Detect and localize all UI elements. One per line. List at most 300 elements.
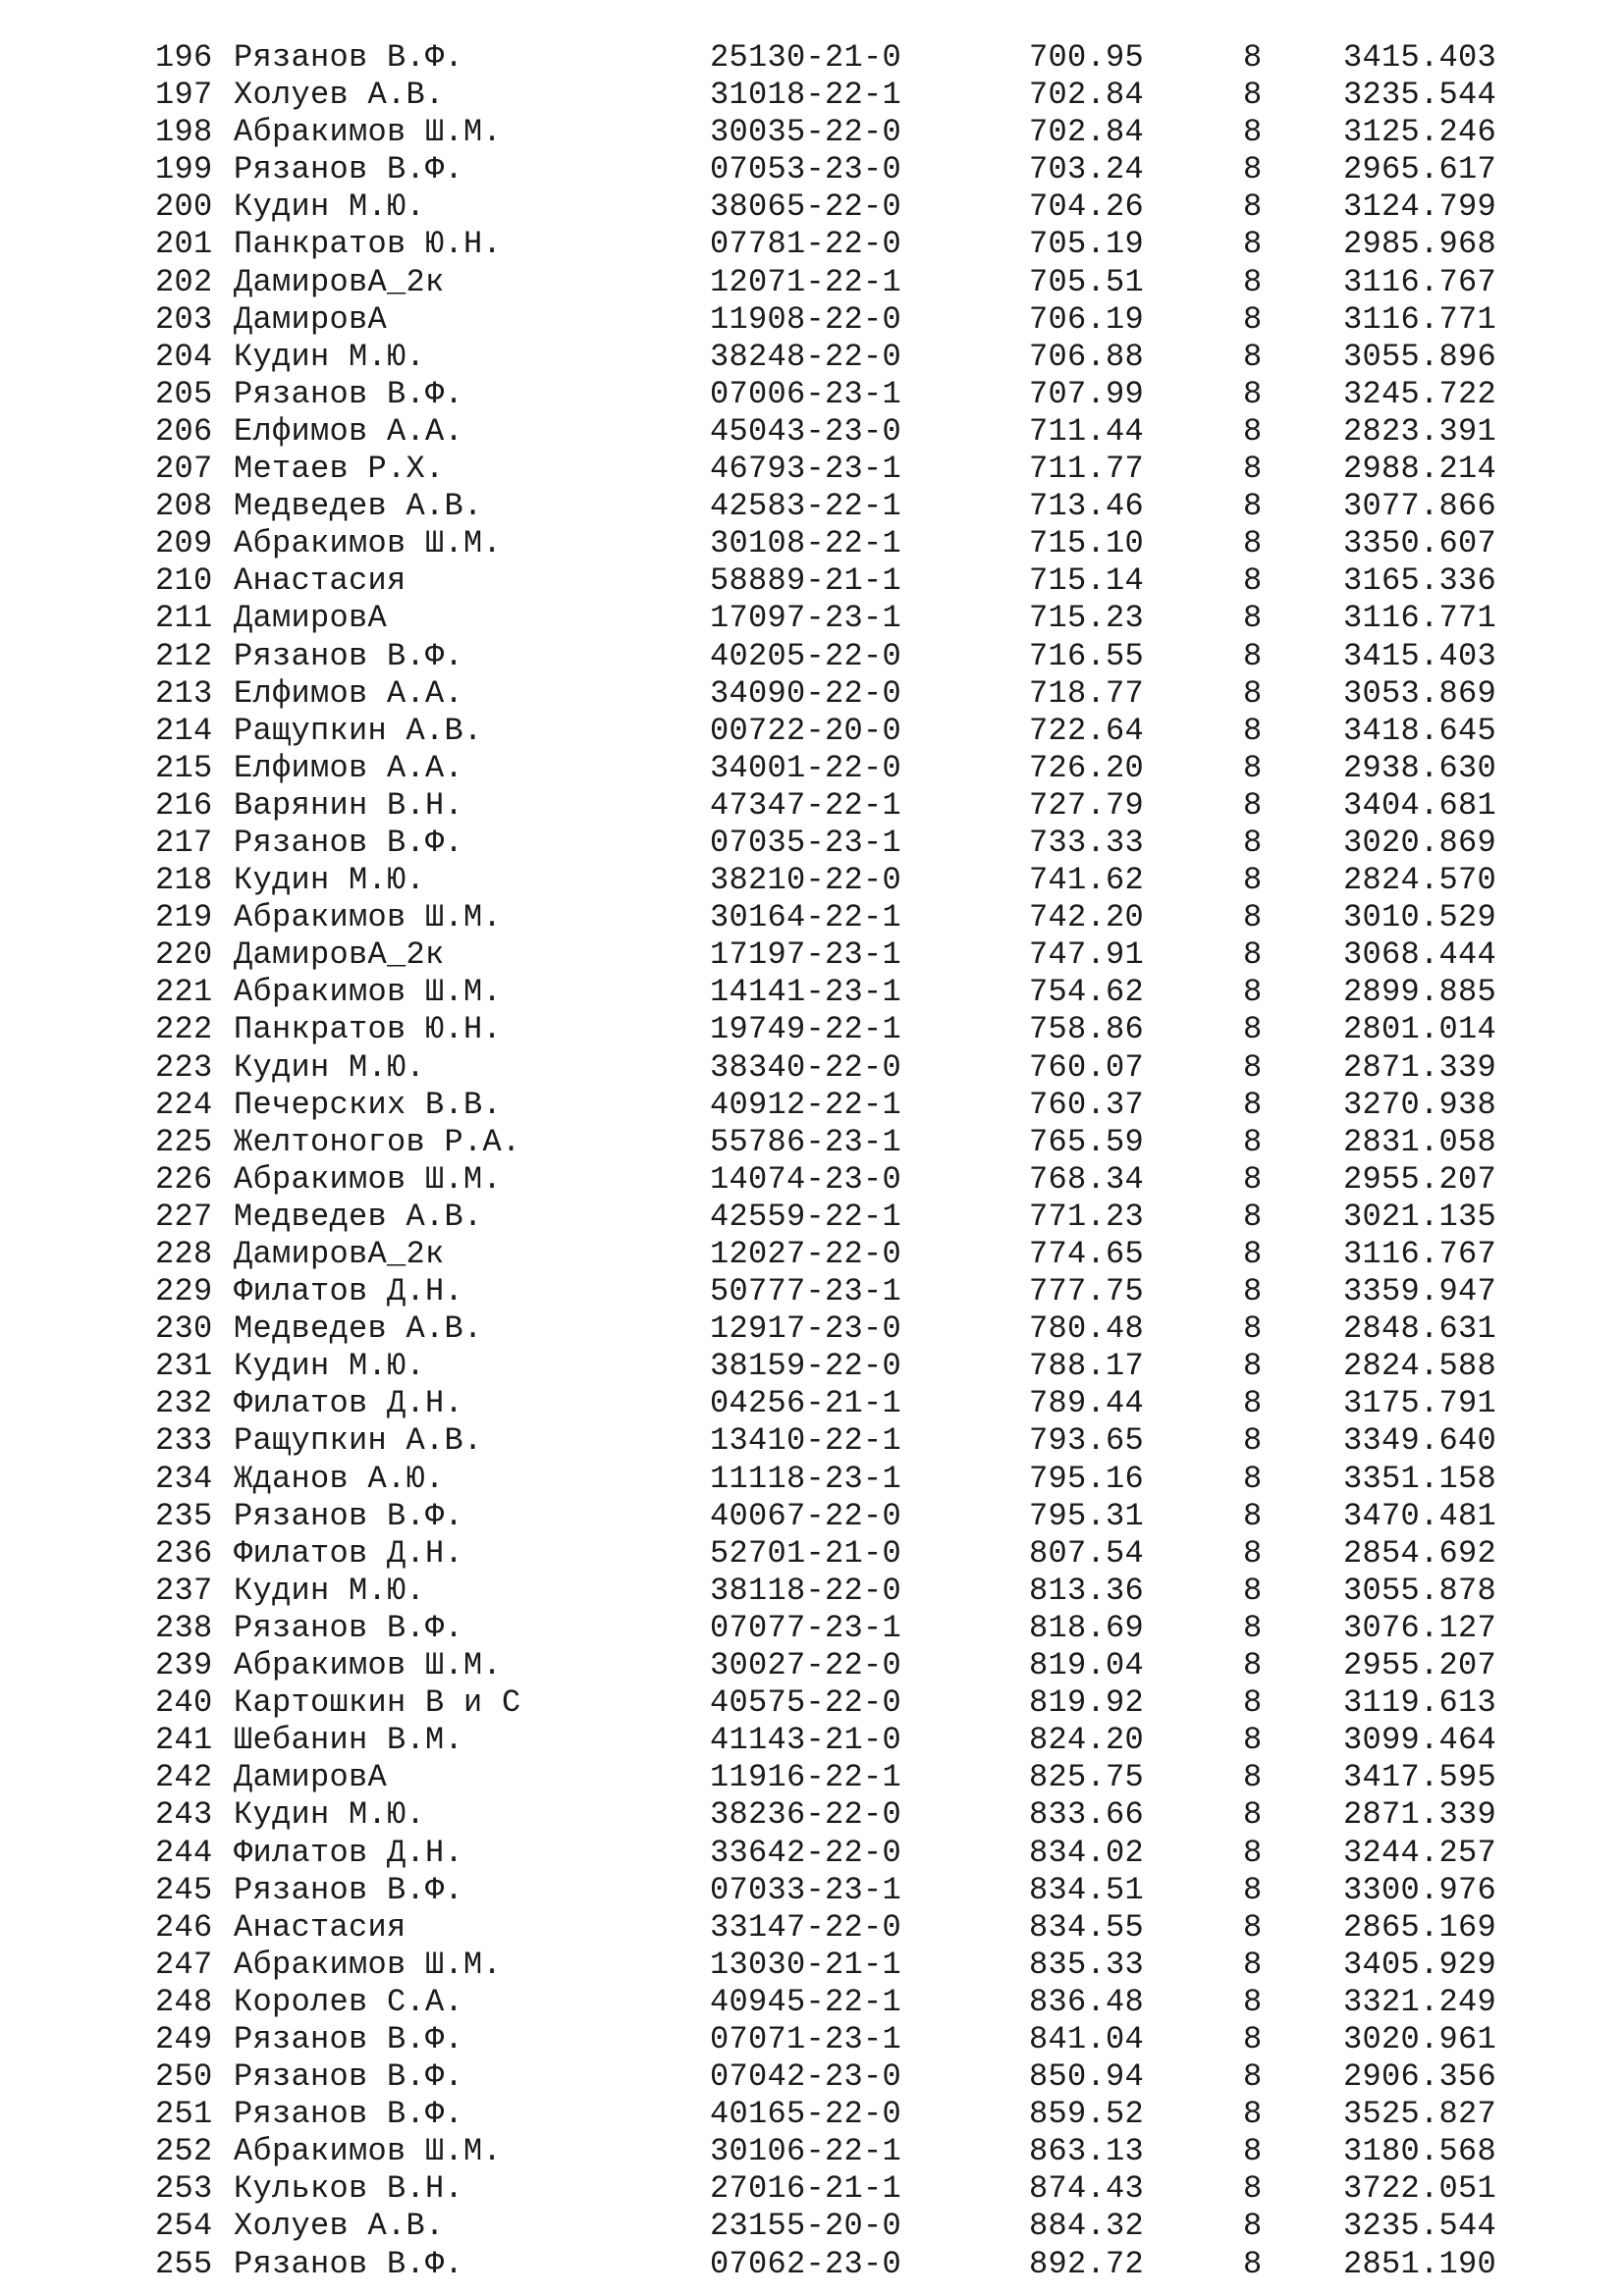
row-code: 38236-22-0 — [710, 1796, 902, 1834]
row-class: 8 — [1243, 562, 1263, 600]
table-row — [155, 1759, 1510, 1796]
row-value: 722.64 — [1029, 712, 1145, 749]
row-class: 8 — [1243, 1871, 1263, 1908]
table-row — [155, 1947, 1510, 1984]
row-name: Филатов Д.Н. — [234, 1534, 464, 1572]
table-row — [155, 151, 1510, 188]
row-class: 8 — [1243, 300, 1263, 338]
row-value: 834.55 — [1029, 1908, 1145, 1946]
row-value: 702.84 — [1029, 77, 1145, 114]
row-name: Медведев А.В. — [234, 1198, 483, 1235]
row-code: 38340-22-0 — [710, 1048, 902, 1086]
row-code: 00722-20-0 — [710, 712, 902, 749]
row-amount: 3068.444 — [1343, 936, 1497, 974]
row-name: Рязанов В.Ф. — [234, 375, 464, 412]
table-row — [155, 562, 1510, 600]
row-value: 741.62 — [1029, 862, 1145, 899]
row-class: 8 — [1243, 1011, 1263, 1048]
row-number: 217 — [155, 824, 213, 861]
row-class: 8 — [1243, 1497, 1263, 1534]
row-name: Абракимов Ш.М. — [234, 1647, 503, 1684]
row-class: 8 — [1243, 2208, 1263, 2245]
row-class: 8 — [1243, 338, 1263, 375]
row-name: Филатов Д.Н. — [234, 1273, 464, 1310]
row-class: 8 — [1243, 1048, 1263, 1086]
row-name: Анастасия — [234, 1908, 406, 1946]
row-code: 33642-22-0 — [710, 1834, 902, 1871]
row-number: 236 — [155, 1534, 213, 1572]
row-name: Рязанов В.Ф. — [234, 1497, 464, 1534]
row-amount: 3055.896 — [1343, 338, 1497, 375]
row-value: 705.19 — [1029, 226, 1145, 263]
row-code: 45043-23-0 — [710, 412, 902, 450]
row-class: 8 — [1243, 1647, 1263, 1684]
row-value: 733.33 — [1029, 824, 1145, 861]
row-amount: 3244.257 — [1343, 1834, 1497, 1871]
row-code: 52701-21-0 — [710, 1534, 902, 1572]
row-amount: 3235.544 — [1343, 77, 1497, 114]
table-row — [155, 376, 1510, 413]
row-class: 8 — [1243, 226, 1263, 263]
row-class: 8 — [1243, 1123, 1263, 1160]
row-number: 211 — [155, 600, 213, 637]
row-code: 47347-22-1 — [710, 786, 902, 824]
table-row — [155, 39, 1510, 77]
row-number: 219 — [155, 899, 213, 936]
row-name: Шебанин В.М. — [234, 1722, 464, 1759]
row-class: 8 — [1243, 936, 1263, 974]
row-name: Филатов Д.Н. — [234, 1385, 464, 1422]
row-class: 8 — [1243, 488, 1263, 525]
row-code: 38248-22-0 — [710, 338, 902, 375]
row-code: 17197-23-1 — [710, 936, 902, 974]
row-number: 207 — [155, 451, 213, 488]
table-row — [155, 1422, 1510, 1460]
table-row — [155, 750, 1510, 787]
row-class: 8 — [1243, 1460, 1263, 1497]
row-value: 758.86 — [1029, 1011, 1145, 1048]
row-name: Ращупкин А.В. — [234, 712, 483, 749]
table-row — [155, 899, 1510, 936]
row-name: Печерских В.В. — [234, 1086, 503, 1123]
row-number: 231 — [155, 1348, 213, 1385]
table-row — [155, 2021, 1510, 2058]
row-class: 8 — [1243, 1385, 1263, 1422]
row-number: 253 — [155, 2170, 213, 2208]
row-value: 771.23 — [1029, 1198, 1145, 1235]
row-amount: 2985.968 — [1343, 226, 1497, 263]
row-amount: 2854.692 — [1343, 1534, 1497, 1572]
table-row — [155, 936, 1510, 974]
row-amount: 3099.464 — [1343, 1722, 1497, 1759]
row-class: 8 — [1243, 525, 1263, 562]
row-name: Кудин М.Ю. — [234, 338, 426, 375]
row-number: 198 — [155, 114, 213, 151]
row-code: 07035-23-1 — [710, 824, 902, 861]
row-name: ДамировА — [234, 1759, 388, 1796]
row-name: Абракимов Ш.М. — [234, 974, 503, 1011]
table-row — [155, 1049, 1510, 1087]
row-code: 40575-22-0 — [710, 1684, 902, 1722]
row-class: 8 — [1243, 712, 1263, 749]
row-name: Абракимов Ш.М. — [234, 1160, 503, 1198]
row-number: 235 — [155, 1497, 213, 1534]
table-row — [155, 713, 1510, 750]
row-name: Панкратов Ю.Н. — [234, 1011, 503, 1048]
row-number: 214 — [155, 712, 213, 749]
row-value: 788.17 — [1029, 1348, 1145, 1385]
row-code: 07006-23-1 — [710, 375, 902, 412]
row-code: 04256-21-1 — [710, 1385, 902, 1422]
row-value: 747.91 — [1029, 936, 1145, 974]
row-amount: 3415.403 — [1343, 39, 1497, 76]
row-amount: 2865.169 — [1343, 1908, 1497, 1946]
row-amount: 3125.246 — [1343, 114, 1497, 151]
row-value: 768.34 — [1029, 1160, 1145, 1198]
row-name: Королев С.А. — [234, 1983, 464, 2020]
row-code: 30027-22-0 — [710, 1647, 902, 1684]
row-number: 238 — [155, 1609, 213, 1646]
row-code: 12027-22-0 — [710, 1236, 902, 1272]
row-name: ДамировА_2к — [234, 936, 445, 974]
row-class: 8 — [1243, 786, 1263, 824]
row-value: 715.23 — [1029, 600, 1145, 637]
row-code: 07033-23-1 — [710, 1871, 902, 1908]
row-amount: 3404.681 — [1343, 786, 1497, 824]
row-class: 8 — [1243, 1160, 1263, 1198]
row-number: 223 — [155, 1048, 213, 1086]
row-code: 42559-22-1 — [710, 1198, 902, 1235]
row-class: 8 — [1243, 1946, 1263, 1983]
row-code: 34090-22-0 — [710, 674, 902, 712]
row-name: Кудин М.Ю. — [234, 1048, 426, 1086]
row-number: 204 — [155, 338, 213, 375]
row-amount: 2965.617 — [1343, 151, 1497, 188]
table-row — [155, 675, 1510, 713]
table-row — [155, 451, 1510, 488]
row-value: 818.69 — [1029, 1609, 1145, 1646]
row-name: ДамировА_2к — [234, 263, 445, 300]
row-name: Рязанов В.Ф. — [234, 2058, 464, 2096]
table-row — [155, 2133, 1510, 2170]
row-number: 222 — [155, 1011, 213, 1048]
row-class: 8 — [1243, 1908, 1263, 1946]
row-class: 8 — [1243, 1310, 1263, 1348]
table-row — [155, 2170, 1510, 2208]
row-amount: 2871.339 — [1343, 1048, 1497, 1086]
row-value: 760.37 — [1029, 1086, 1145, 1123]
row-code: 11908-22-0 — [710, 300, 902, 338]
table-row — [155, 2096, 1510, 2133]
row-value: 706.19 — [1029, 300, 1145, 338]
row-name: Елфимов А.А. — [234, 674, 464, 712]
table-row — [155, 1722, 1510, 1759]
row-number: 197 — [155, 77, 213, 114]
row-number: 247 — [155, 1946, 213, 1983]
row-name: Медведев А.В. — [234, 1310, 483, 1348]
row-value: 715.10 — [1029, 525, 1145, 562]
row-class: 8 — [1243, 1236, 1263, 1272]
row-number: 220 — [155, 936, 213, 974]
row-amount: 3300.976 — [1343, 1871, 1497, 1908]
row-code: 41143-21-0 — [710, 1722, 902, 1759]
row-amount: 3124.799 — [1343, 188, 1497, 226]
table-row — [155, 1909, 1510, 1947]
row-class: 8 — [1243, 2170, 1263, 2208]
row-class: 8 — [1243, 1422, 1263, 1460]
row-value: 716.55 — [1029, 637, 1145, 674]
row-class: 8 — [1243, 637, 1263, 674]
row-amount: 3418.645 — [1343, 712, 1497, 749]
row-class: 8 — [1243, 114, 1263, 151]
row-amount: 2848.631 — [1343, 1310, 1497, 1348]
table-row — [155, 600, 1510, 637]
row-amount: 3351.158 — [1343, 1460, 1497, 1497]
row-name: Холуев А.В. — [234, 77, 445, 114]
row-value: 793.65 — [1029, 1422, 1145, 1460]
row-code: 27016-21-1 — [710, 2170, 902, 2208]
table-row — [155, 1872, 1510, 1909]
row-code: 40945-22-1 — [710, 1983, 902, 2020]
row-amount: 3055.878 — [1343, 1572, 1497, 1609]
table-row — [155, 1348, 1510, 1385]
row-value: 834.02 — [1029, 1834, 1145, 1871]
row-amount: 3076.127 — [1343, 1609, 1497, 1646]
row-number: 221 — [155, 974, 213, 1011]
row-code: 19749-22-1 — [710, 1011, 902, 1048]
row-value: 824.20 — [1029, 1722, 1145, 1759]
row-class: 8 — [1243, 1273, 1263, 1310]
row-amount: 3116.767 — [1343, 263, 1497, 300]
row-number: 255 — [155, 2245, 213, 2282]
row-class: 8 — [1243, 1796, 1263, 1834]
row-value: 703.24 — [1029, 151, 1145, 188]
row-number: 240 — [155, 1684, 213, 1722]
row-code: 07042-23-0 — [710, 2058, 902, 2096]
row-value: 850.94 — [1029, 2058, 1145, 2096]
row-code: 07071-23-1 — [710, 2020, 902, 2057]
row-name: Картошкин В и С — [234, 1684, 521, 1722]
table-row — [155, 1461, 1510, 1498]
row-code: 30108-22-1 — [710, 525, 902, 562]
row-amount: 3010.529 — [1343, 899, 1497, 936]
row-number: 209 — [155, 525, 213, 562]
row-amount: 3116.771 — [1343, 600, 1497, 637]
row-amount: 3116.771 — [1343, 300, 1497, 338]
table-row — [155, 264, 1510, 301]
row-code: 34001-22-0 — [710, 749, 902, 786]
row-code: 38159-22-0 — [710, 1348, 902, 1385]
row-value: 760.07 — [1029, 1048, 1145, 1086]
row-code: 33147-22-0 — [710, 1908, 902, 1946]
row-amount: 3119.613 — [1343, 1684, 1497, 1722]
row-amount: 2906.356 — [1343, 2058, 1497, 2096]
table-row — [155, 2246, 1510, 2283]
row-amount: 3245.722 — [1343, 375, 1497, 412]
row-code: 14074-23-0 — [710, 1160, 902, 1198]
row-name: Рязанов В.Ф. — [234, 2096, 464, 2133]
row-value: 726.20 — [1029, 749, 1145, 786]
row-class: 8 — [1243, 1572, 1263, 1609]
row-value: 702.84 — [1029, 114, 1145, 151]
row-name: Кудин М.Ю. — [234, 188, 426, 226]
row-class: 8 — [1243, 1609, 1263, 1646]
row-code: 58889-21-1 — [710, 562, 902, 600]
row-number: 230 — [155, 1310, 213, 1348]
row-value: 807.54 — [1029, 1534, 1145, 1572]
row-amount: 3180.568 — [1343, 2133, 1497, 2170]
row-value: 711.44 — [1029, 412, 1145, 450]
row-value: 705.51 — [1029, 263, 1145, 300]
row-value: 819.92 — [1029, 1684, 1145, 1722]
row-number: 229 — [155, 1273, 213, 1310]
row-number: 232 — [155, 1385, 213, 1422]
row-code: 12071-22-1 — [710, 263, 902, 300]
row-amount: 3349.640 — [1343, 1422, 1497, 1460]
row-code: 31018-22-1 — [710, 77, 902, 114]
row-code: 12917-23-0 — [710, 1310, 902, 1348]
row-code: 38118-22-0 — [710, 1572, 902, 1609]
row-name: Абракимов Ш.М. — [234, 899, 503, 936]
document-listing — [155, 39, 1510, 2283]
table-row — [155, 1647, 1510, 1684]
row-code: 55786-23-1 — [710, 1123, 902, 1160]
row-class: 8 — [1243, 1834, 1263, 1871]
table-row — [155, 1835, 1510, 1872]
row-name: Абракимов Ш.М. — [234, 525, 503, 562]
row-number: 202 — [155, 263, 213, 300]
row-number: 210 — [155, 562, 213, 600]
row-number: 199 — [155, 151, 213, 188]
row-number: 245 — [155, 1871, 213, 1908]
row-code: 17097-23-1 — [710, 600, 902, 637]
row-code: 13410-22-1 — [710, 1422, 902, 1460]
row-amount: 2823.391 — [1343, 412, 1497, 450]
row-number: 244 — [155, 1834, 213, 1871]
row-amount: 3021.135 — [1343, 1198, 1497, 1235]
row-number: 212 — [155, 637, 213, 674]
row-value: 700.95 — [1029, 39, 1145, 76]
table-row — [155, 1610, 1510, 1647]
row-amount: 2938.630 — [1343, 749, 1497, 786]
table-row — [155, 301, 1510, 339]
row-amount: 3053.869 — [1343, 674, 1497, 712]
row-amount: 2824.588 — [1343, 1348, 1497, 1385]
table-row — [155, 114, 1510, 151]
row-number: 218 — [155, 862, 213, 899]
row-class: 8 — [1243, 2058, 1263, 2096]
row-name: Рязанов В.Ф. — [234, 1871, 464, 1908]
row-code: 11916-22-1 — [710, 1759, 902, 1796]
row-name: Рязанов В.Ф. — [234, 637, 464, 674]
table-row — [155, 1684, 1510, 1722]
row-class: 8 — [1243, 1198, 1263, 1235]
row-value: 863.13 — [1029, 2133, 1145, 2170]
row-amount: 3175.791 — [1343, 1385, 1497, 1422]
row-name: Рязанов В.Ф. — [234, 2245, 464, 2282]
row-name: Метаев Р.Х. — [234, 451, 445, 488]
table-row — [155, 1161, 1510, 1199]
table-row — [155, 825, 1510, 862]
row-code: 30106-22-1 — [710, 2133, 902, 2170]
row-code: 07077-23-1 — [710, 1609, 902, 1646]
row-value: 836.48 — [1029, 1983, 1145, 2020]
row-number: 251 — [155, 2096, 213, 2133]
row-value: 892.72 — [1029, 2245, 1145, 2282]
row-name: Кудин М.Ю. — [234, 862, 426, 899]
table-row — [155, 1199, 1510, 1236]
row-value: 706.88 — [1029, 338, 1145, 375]
row-class: 8 — [1243, 375, 1263, 412]
row-class: 8 — [1243, 412, 1263, 450]
row-number: 254 — [155, 2208, 213, 2245]
row-number: 200 — [155, 188, 213, 226]
table-row — [155, 1385, 1510, 1422]
row-number: 248 — [155, 1983, 213, 2020]
table-row — [155, 1535, 1510, 1573]
row-amount: 3235.544 — [1343, 2208, 1497, 2245]
row-number: 228 — [155, 1236, 213, 1272]
row-value: 742.20 — [1029, 899, 1145, 936]
row-name: Рязанов В.Ф. — [234, 1609, 464, 1646]
row-amount: 2955.207 — [1343, 1647, 1497, 1684]
row-name: Абракимов Ш.М. — [234, 1946, 503, 1983]
row-class: 8 — [1243, 1684, 1263, 1722]
row-name: Анастасия — [234, 562, 406, 600]
row-class: 8 — [1243, 824, 1263, 861]
row-value: 834.51 — [1029, 1871, 1145, 1908]
row-name: Кудин М.Ю. — [234, 1348, 426, 1385]
table-row — [155, 638, 1510, 675]
row-number: 215 — [155, 749, 213, 786]
table-row — [155, 1087, 1510, 1124]
table-row — [155, 413, 1510, 451]
row-name: Абракимов Ш.М. — [234, 2133, 503, 2170]
row-value: 874.43 — [1029, 2170, 1145, 2208]
row-name: Рязанов В.Ф. — [234, 151, 464, 188]
row-amount: 3270.938 — [1343, 1086, 1497, 1123]
row-code: 40165-22-0 — [710, 2096, 902, 2133]
row-value: 841.04 — [1029, 2020, 1145, 2057]
table-row — [155, 1498, 1510, 1535]
row-amount: 3470.481 — [1343, 1497, 1497, 1534]
table-row — [155, 339, 1510, 376]
row-amount: 2801.014 — [1343, 1011, 1497, 1048]
row-value: 718.77 — [1029, 674, 1145, 712]
row-value: 819.04 — [1029, 1647, 1145, 1684]
table-row — [155, 1796, 1510, 1834]
row-amount: 3116.767 — [1343, 1236, 1497, 1272]
row-value: 754.62 — [1029, 974, 1145, 1011]
row-name: Жданов А.Ю. — [234, 1460, 445, 1497]
row-number: 203 — [155, 300, 213, 338]
row-name: Медведев А.В. — [234, 488, 483, 525]
row-code: 30164-22-1 — [710, 899, 902, 936]
row-number: 249 — [155, 2020, 213, 2057]
row-class: 8 — [1243, 899, 1263, 936]
row-code: 46793-23-1 — [710, 451, 902, 488]
row-class: 8 — [1243, 263, 1263, 300]
row-value: 780.48 — [1029, 1310, 1145, 1348]
row-number: 224 — [155, 1086, 213, 1123]
row-class: 8 — [1243, 674, 1263, 712]
row-amount: 2871.339 — [1343, 1796, 1497, 1834]
row-class: 8 — [1243, 1534, 1263, 1572]
row-value: 715.14 — [1029, 562, 1145, 600]
row-code: 30035-22-0 — [710, 114, 902, 151]
row-value: 813.36 — [1029, 1572, 1145, 1609]
row-number: 246 — [155, 1908, 213, 1946]
